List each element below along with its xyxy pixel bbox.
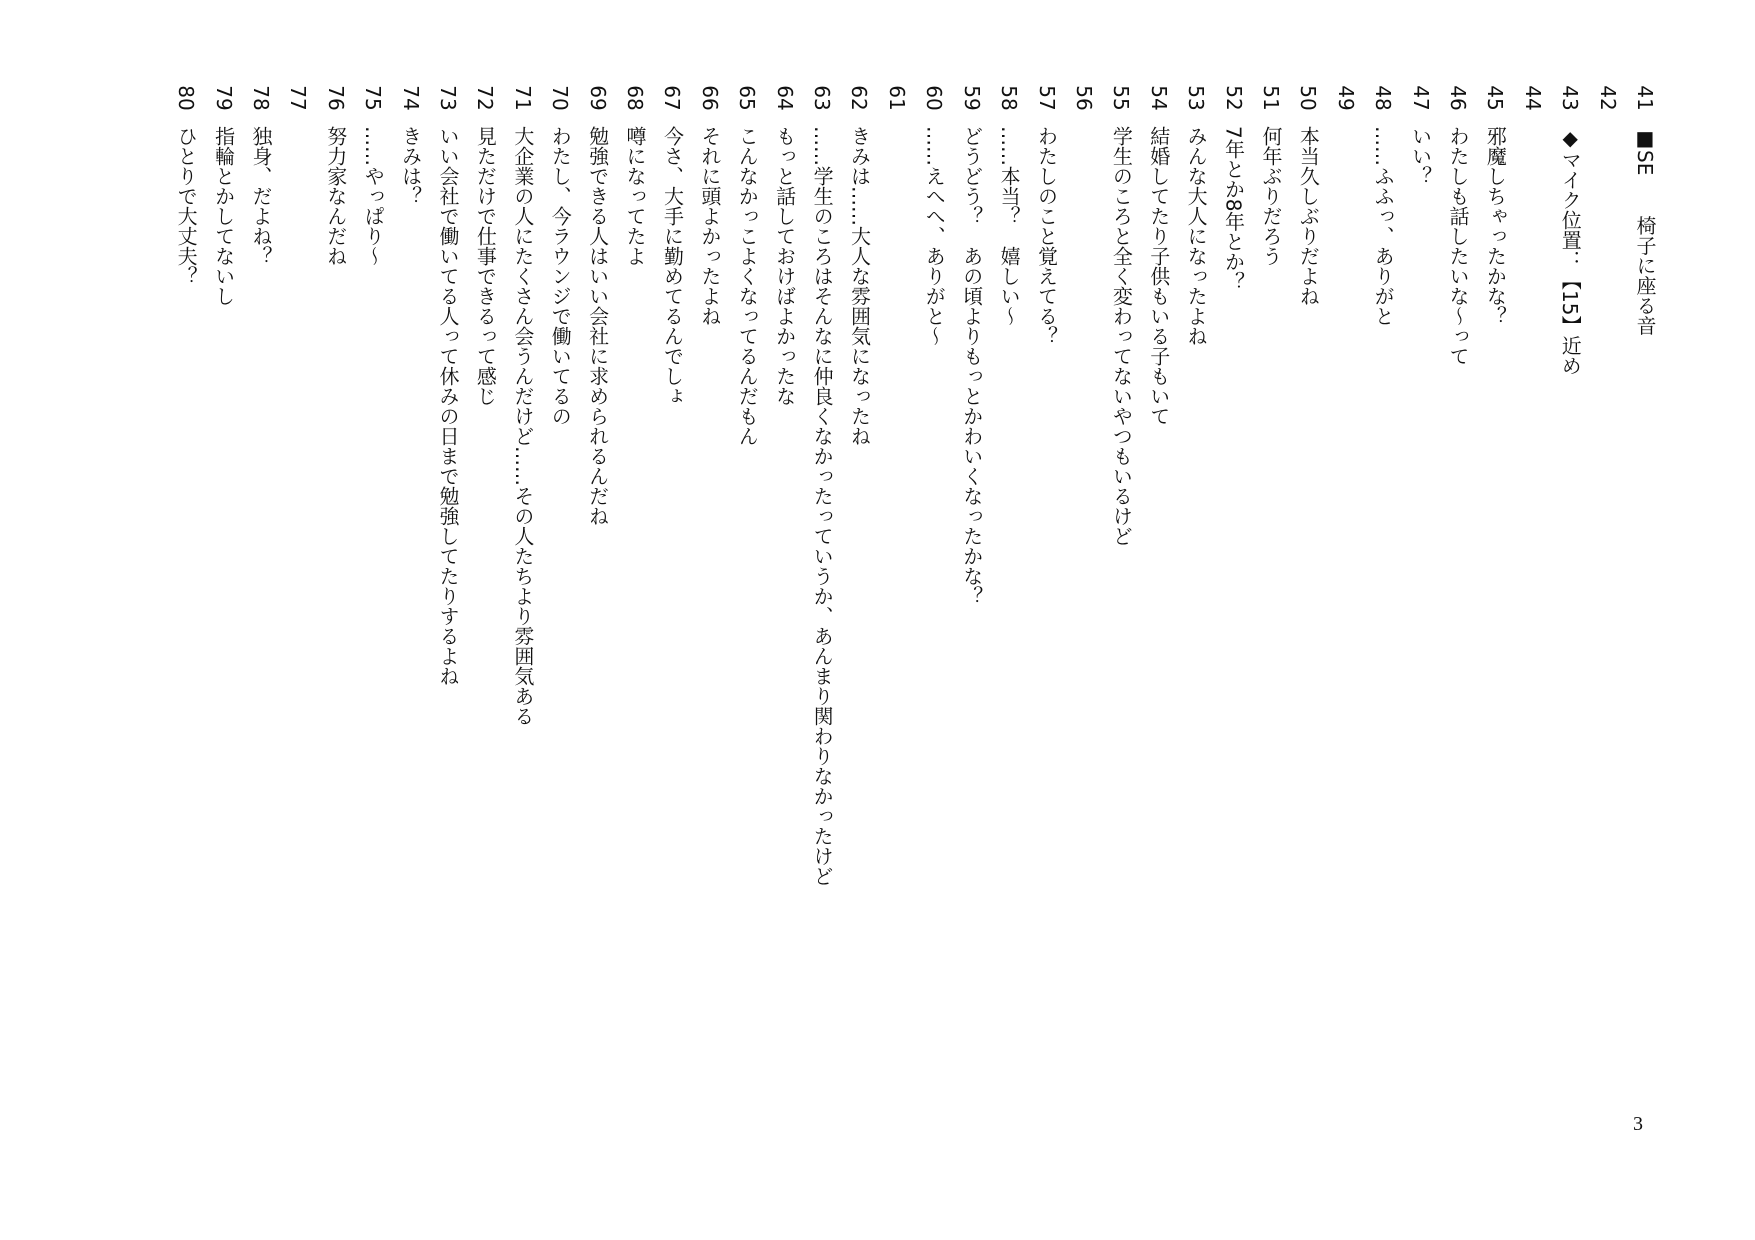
line-text: 邪魔しちゃったかな？ (1483, 126, 1508, 326)
line-text: ■SE 椅子に座る音 (1633, 126, 1657, 336)
script-line (1177, 85, 1214, 988)
script-line (1139, 85, 1176, 988)
line-number: 50 (1296, 85, 1321, 111)
line-number: 62 (847, 85, 872, 111)
line-text: いい会社で働いてる人って休みの日まで勉強してたりするよね (436, 126, 460, 686)
script-line (578, 85, 615, 988)
line-number: 59 (959, 85, 984, 111)
script-line (1626, 85, 1663, 988)
line-number: 60 (922, 85, 947, 111)
script-line (1588, 85, 1625, 988)
line-text: 7年とか8年とか？ (1221, 126, 1246, 292)
script-line (1401, 85, 1438, 988)
line-number: 80 (174, 85, 199, 111)
script-line (690, 85, 727, 988)
line-number: 73 (436, 85, 460, 111)
line-text: 結婚してたり子供もいる子もいて (1146, 126, 1171, 426)
line-number: 57 (1034, 85, 1059, 111)
line-text: 今さ、大手に勤めてるんでしょ (660, 126, 685, 406)
line-text: わたし、今ラウンジで働いてるの (548, 126, 573, 426)
line-text: どうどう？ あの頃よりもっとかわいくなったかな？ (959, 126, 984, 606)
script-line (1065, 85, 1102, 988)
script-line (1476, 85, 1513, 988)
line-number: 44 (1520, 85, 1545, 111)
line-text: それに頭よかったよね (697, 126, 722, 326)
script-line (391, 85, 428, 988)
line-text: 見ただけで仕事できるって感じ (473, 126, 498, 406)
line-number: 72 (473, 85, 498, 111)
line-text: ひとりで大丈夫？ (174, 126, 199, 286)
page-number: 3 (1633, 1113, 1643, 1135)
line-text: ……ふふっ、ありがと (1371, 126, 1396, 326)
line-text: わたしのこと覚えてる？ (1034, 126, 1059, 346)
line-text: きみは？ (398, 126, 423, 206)
script-line (466, 85, 503, 988)
line-number: 79 (211, 85, 236, 111)
line-text: 学生のころと全く変わってないやつもいるけど (1109, 126, 1134, 546)
line-number: 48 (1371, 85, 1396, 111)
script-line (616, 85, 653, 988)
line-text: ……えへへ、ありがと～ (922, 126, 947, 346)
line-text: 噂になってたよ (623, 126, 648, 266)
script-line (728, 85, 765, 988)
line-text: わたしも話したいな～って (1445, 126, 1470, 366)
script-line (653, 85, 690, 988)
line-number: 51 (1258, 85, 1283, 111)
script-line (952, 85, 989, 988)
line-text: いい？ (1408, 126, 1433, 186)
line-text: 本当久しぶりだよね (1296, 126, 1321, 306)
line-text: みんな大人になったよね (1184, 126, 1209, 346)
line-number: 69 (585, 85, 610, 111)
line-number: 53 (1184, 85, 1209, 111)
line-number: 66 (697, 85, 722, 111)
script-line (877, 85, 914, 988)
script-line (990, 85, 1027, 988)
line-number: 47 (1408, 85, 1433, 111)
line-text: もっと話しておけばよかったな (772, 126, 797, 406)
script-line (279, 85, 316, 988)
line-text: こんなかっこよくなってるんだもん (735, 126, 760, 446)
line-text: ……本当？ 嬉しい～ (997, 126, 1022, 326)
script-line (1102, 85, 1139, 988)
line-number: 64 (772, 85, 797, 111)
script-line (204, 85, 241, 988)
line-number: 43 (1558, 85, 1583, 111)
script-line (1513, 85, 1550, 988)
line-number: 41 (1633, 85, 1657, 111)
script-line (1439, 85, 1476, 988)
script-body (123, 85, 1663, 988)
line-number: 63 (810, 85, 835, 111)
line-number: 54 (1146, 85, 1171, 111)
line-number: 65 (735, 85, 760, 111)
line-number: 76 (323, 85, 348, 111)
line-number: 70 (548, 85, 573, 111)
line-number: 49 (1333, 85, 1358, 111)
line-number: 55 (1109, 85, 1134, 111)
line-number: 58 (997, 85, 1022, 111)
line-text: ……学生のころはそんなに仲良くなかったっていうか、あんまり関わりなかったけど (810, 126, 835, 886)
line-text: きみは……大人な雰囲気になったね (847, 126, 872, 446)
line-number: 46 (1445, 85, 1470, 111)
script-line (915, 85, 952, 988)
script-line (316, 85, 353, 988)
line-number: 67 (660, 85, 685, 111)
script-line (840, 85, 877, 988)
line-number: 52 (1221, 85, 1246, 111)
line-number: 71 (510, 85, 535, 111)
script-line (429, 85, 466, 988)
line-text: 指輪とかしてないし (211, 126, 236, 306)
line-number: 42 (1595, 85, 1620, 111)
line-text: 勉強できる人はいい会社に求められるんだね (585, 126, 610, 526)
line-number: 45 (1483, 85, 1508, 111)
script-line (1214, 85, 1251, 988)
script-line (803, 85, 840, 988)
line-number: 74 (398, 85, 423, 111)
script-line (242, 85, 279, 988)
script-line (503, 85, 540, 988)
script-line (541, 85, 578, 988)
script-line (354, 85, 391, 988)
script-line (1326, 85, 1363, 988)
line-text: 努力家なんだね (323, 126, 348, 266)
line-text: 大企業の人にたくさん会うんだけど……その人たちより雰囲気ある (510, 126, 535, 726)
script-line (1289, 85, 1326, 988)
script-line (1027, 85, 1064, 988)
line-text: ……やっぱり～ (361, 126, 386, 266)
script-line (1364, 85, 1401, 988)
script-line (1252, 85, 1289, 988)
line-number: 75 (361, 85, 386, 111)
script-line (167, 85, 204, 988)
line-text: 独身、だよね？ (248, 126, 273, 266)
line-number: 61 (884, 85, 909, 111)
line-text: 何年ぶりだろう (1258, 126, 1283, 266)
script-line (765, 85, 802, 988)
line-number: 56 (1071, 85, 1096, 111)
script-line (1551, 85, 1588, 988)
line-text: ◆マイク位置：【15】近め (1558, 126, 1583, 376)
line-number: 68 (623, 85, 648, 111)
line-number: 77 (286, 85, 311, 111)
line-number: 78 (248, 85, 273, 111)
